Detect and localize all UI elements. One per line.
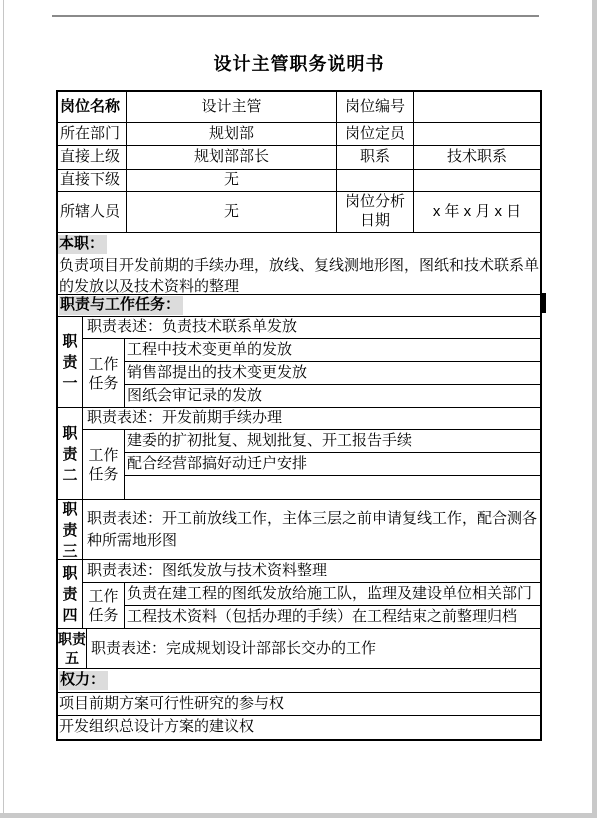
duty-3-statement: 职责表述：开工前放线工作，主体三层之前申请复线工作，配合测各种所需地形图 <box>87 510 538 549</box>
field-job-family-value: 技术职系 <box>414 146 540 170</box>
duties-header-band <box>58 295 540 317</box>
main-duty-text: 负责项目开发前期的手续办理，放线、复线测地形图，图纸和技术联系单的发放以及技术资料的整理 <box>59 256 540 295</box>
duty-2-label: 职责二 <box>58 408 83 500</box>
duty-4-task-row: 负责在建工程的图纸发放给施工队，监理及建设单位相关部门 <box>125 583 540 606</box>
duty-1-label: 职责一 <box>58 317 83 408</box>
field-headcount-value <box>414 123 540 146</box>
field-job-family-label: 职系 <box>337 146 414 170</box>
duty-1-task-row: 销售部提出的技术变更发放 <box>125 362 540 385</box>
duty-2-task-row <box>125 476 540 500</box>
basic-info-grid <box>58 92 540 232</box>
field-supervisor-value: 规划部部长 <box>127 146 337 170</box>
main-duty-section <box>58 232 540 295</box>
document-title: 设计主管职务说明书 <box>213 54 385 74</box>
duty-1-block <box>58 317 540 408</box>
authority-header-band <box>58 669 540 693</box>
authority-item-row: 项目前期方案可行性研究的参与权 <box>58 693 540 716</box>
duty-2-task-label: 工作任务 <box>83 430 125 500</box>
main-duty-label: 本职： <box>58 235 107 254</box>
field-department-value: 规划部 <box>127 123 337 146</box>
duty-4-task-label: 工作任务 <box>83 583 125 629</box>
field-position-name-label: 岗位名称 <box>58 92 127 123</box>
page-edge-left <box>3 0 4 814</box>
field-position-name-value: 设计主管 <box>127 92 337 123</box>
field-staff-value: 无 <box>127 192 337 232</box>
duty-2-task-row: 建委的扩初批复、规划批复、开工报告手续 <box>125 430 540 453</box>
header-rule <box>52 15 539 17</box>
duty-3-label: 职责三 <box>58 500 83 560</box>
field-analysis-date-value: x 年 x 月 x 日 <box>432 202 522 220</box>
duties-header-label: 职责与工作任务： <box>59 296 183 315</box>
basic-info-section <box>58 92 540 232</box>
field-headcount-label: 岗位定员 <box>337 123 414 146</box>
field-position-code-label: 岗位编号 <box>337 92 414 123</box>
duty-2-task-row: 配合经营部搞好动迁户安排 <box>125 453 540 476</box>
field-subordinate-label: 直接下级 <box>58 170 127 192</box>
field-staff-label: 所辖人员 <box>58 192 127 232</box>
field-empty-value <box>414 170 540 192</box>
duty-1-task-label: 工作任务 <box>83 339 125 408</box>
field-position-code-value <box>414 92 540 123</box>
duty-5-label: 职责五 <box>58 629 87 669</box>
field-department-label: 所在部门 <box>58 123 127 146</box>
page-shadow-bottom <box>0 813 597 818</box>
duty-5-block <box>58 629 540 669</box>
field-supervisor-label: 直接上级 <box>58 146 127 170</box>
authority-header-label: 权力： <box>59 671 108 690</box>
field-empty-label <box>337 170 414 192</box>
duty-1-task-row: 图纸会审记录的发放 <box>127 387 263 405</box>
duty-3-block <box>58 500 540 560</box>
duty-1-task-row: 工程中技术变更单的发放 <box>125 339 540 362</box>
duty-4-task-row: 工程技术资料（包括办理的手续）在工程结束之前整理归档 <box>127 608 518 626</box>
duty-1-statement: 职责表述：负责技术联系单发放 <box>83 317 540 339</box>
field-subordinate-value: 无 <box>127 170 337 192</box>
duty-4-label: 职责四 <box>58 560 83 629</box>
duty-2-statement: 职责表述：开发前期手续办理 <box>83 408 540 430</box>
duty-4-block <box>58 560 540 629</box>
duty-2-block <box>58 408 540 500</box>
duty-4-statement: 职责表述：图纸发放与技术资料整理 <box>83 560 540 583</box>
scan-artifact-mark <box>541 293 546 313</box>
page-shadow-right <box>592 0 597 818</box>
duty-5-statement: 职责表述：完成规划设计部部长交办的工作 <box>91 639 377 657</box>
authority-item-row: 开发组织总设计方案的建议权 <box>59 718 255 736</box>
field-analysis-date-label: 岗位分析日期 <box>337 192 414 232</box>
job-description-table <box>56 90 542 741</box>
